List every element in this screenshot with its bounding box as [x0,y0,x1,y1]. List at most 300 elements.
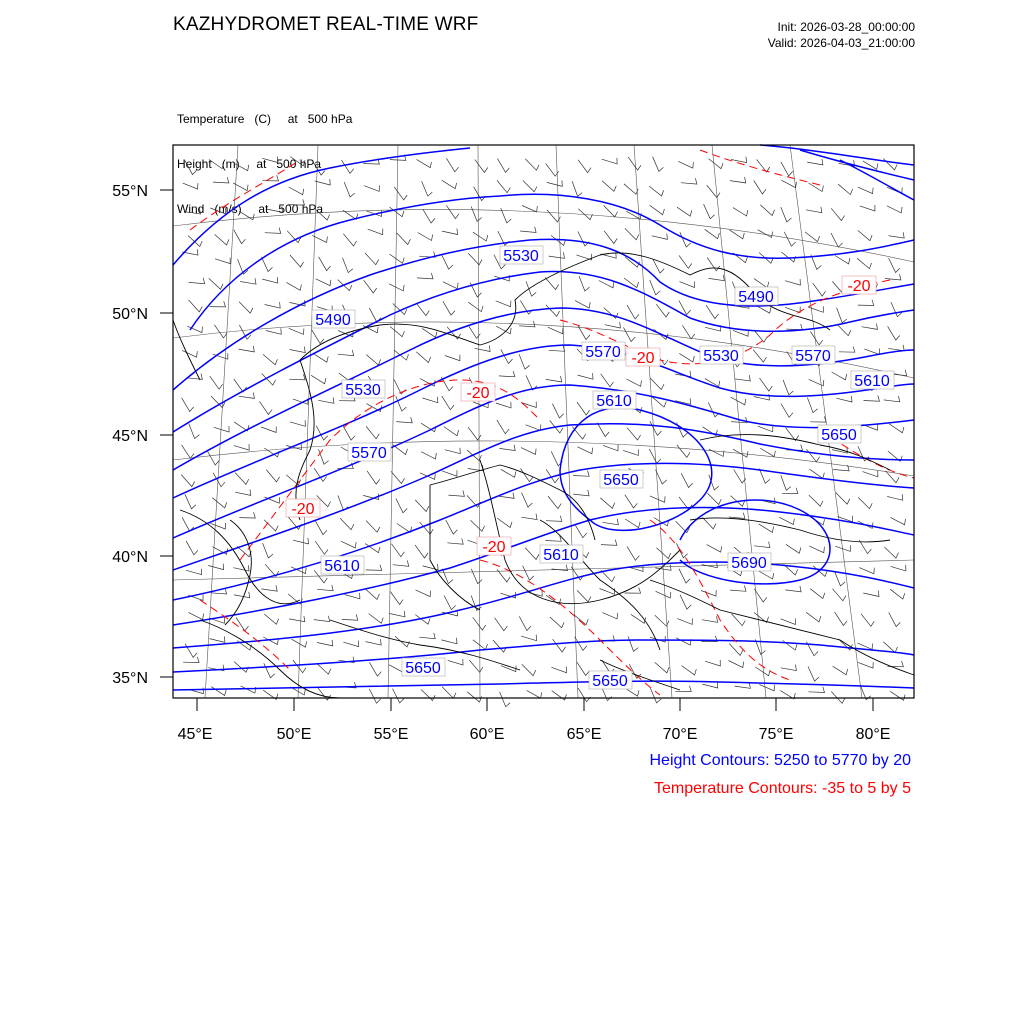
wind-barb [209,160,224,169]
wind-barb [809,495,823,506]
wind-barb [239,512,255,518]
wind-barb [627,305,639,319]
wind-barb [839,347,855,353]
wind-barb [603,445,618,451]
temp-label: -20 [291,501,315,518]
wind-barb [624,327,636,341]
wind-barb [578,373,593,379]
wind-barb [342,160,354,174]
wind-barb [473,640,488,650]
wind-barb [448,491,464,497]
wind-barb [858,300,874,306]
wind-barb [709,159,724,169]
wind-barb [366,404,381,412]
wind-barb [343,258,353,273]
wind-barb [731,157,747,163]
wind-barb [396,417,412,423]
wind-barb [649,186,664,196]
wind-barb [423,397,438,403]
wind-barb [652,233,668,239]
wind-barb [702,616,718,622]
wind-barb [290,347,306,353]
wind-barb [706,305,719,318]
wind-barb [233,565,249,571]
wind-barb [858,230,872,240]
wind-barb [182,398,194,412]
wind-barb [888,232,904,238]
wind-barb [473,232,488,241]
wind-barb [680,282,695,288]
wind-barb [810,331,822,345]
wind-barb [833,666,848,675]
wind-barb [369,662,381,676]
wind-barb [419,633,435,639]
wind-barb [602,613,617,619]
wind-barb [474,187,486,201]
wind-barb [415,545,428,558]
wind-barb [239,346,255,352]
height-label: 5570 [351,445,387,462]
height-label: 5650 [405,660,441,677]
wind-barb [527,690,542,698]
field-wind: Wind (m/s) at 500 hPa [177,202,324,216]
wind-barb [806,207,822,213]
wind-barb [234,163,249,171]
wind-barb [209,636,225,642]
wind-barb [681,473,693,487]
wind-barb [496,301,511,307]
wind-barb [522,664,536,675]
wind-barb [679,255,692,268]
wind-barb [547,180,563,186]
wind-barb [575,301,590,309]
wind-barb [397,233,411,245]
wind-barb [417,273,433,279]
height-legend: Height Contours: 5250 to 5770 by 20 [649,752,911,769]
wind-barb [810,416,826,422]
wind-barb [262,277,278,283]
wind-barb [338,350,354,356]
wind-barb [809,379,824,386]
wind-barb [753,350,766,362]
wind-barb [864,396,880,402]
wind-barb [286,282,301,290]
wind-barb [186,569,201,575]
wind-barb [781,252,796,262]
height-label: 5530 [703,348,739,365]
wind-barb [289,199,305,205]
wind-barb [781,207,792,222]
lon-label: 55°E [373,726,409,743]
wind-barb [521,635,536,641]
wind-barb [682,325,694,339]
wind-barb [807,159,823,165]
wind-barb [239,302,253,313]
wind-barb [468,253,482,265]
wind-barb [343,426,355,440]
wind-barb [241,686,256,693]
wind-barb [760,378,773,391]
lon-label: 60°E [469,726,505,743]
wind-barb [443,282,458,289]
wind-barb [313,161,325,175]
wind-barb [235,489,251,495]
wind-barb [546,376,562,382]
wind-barb [831,208,844,220]
wind-barb [215,258,230,264]
wind-barb [627,428,640,440]
height-label: 5690 [731,555,767,572]
wind-barb [604,205,618,217]
wind-barb [553,639,566,652]
wind-barb [781,665,797,671]
wind-barb [445,355,460,361]
wind-barb [423,209,435,223]
wind-barb [574,615,588,625]
wind-barb [809,546,824,553]
wind-barb [471,569,482,584]
wind-barb [624,184,638,195]
wind-barb [676,521,690,533]
lat-label: 35°N [112,670,148,687]
wind-barb [390,327,404,337]
wind-barb [366,521,380,533]
height-label: 5570 [795,348,831,365]
wind-barb [677,543,688,558]
wind-barb [707,493,721,504]
wind-barb [317,585,333,591]
temp-label: -20 [482,539,506,556]
wind-barb [572,181,582,196]
wind-barb [861,614,874,627]
lat-label: 50°N [112,306,148,323]
wind-barb [319,257,331,271]
wind-barb [573,490,589,496]
wind-barb [265,302,281,308]
wind-barb [368,229,383,235]
height-label: 5610 [324,558,360,575]
wind-barb [577,402,590,415]
wind-barb [422,181,433,196]
wind-barb [889,258,900,272]
wind-barb [369,614,384,624]
wind-barb [445,448,461,454]
wind-barb [214,325,227,338]
lat-label: 45°N [112,428,148,445]
height-label: 5650 [821,427,857,444]
wind-barb [497,180,510,192]
wind-barb [416,352,430,363]
wind-barb [806,612,821,622]
wind-barb [831,233,843,247]
wind-barb [887,206,902,213]
wind-barb [731,397,746,405]
wind-barb [807,398,817,413]
wind-barb [319,449,329,464]
wind-barb [655,662,669,673]
wind-barb [786,544,801,553]
wind-barb [548,327,563,334]
wind-barb [577,662,590,675]
wind-barb [367,471,380,484]
wind-barb [604,231,617,244]
wind-barb [471,520,485,531]
wind-barb [890,691,905,700]
wind-barb [759,685,774,691]
wind-barb [891,302,902,317]
map-title: KAZHYDROMET REAL-TIME WRF [173,14,479,35]
wind-barb [215,234,229,245]
wind-barb [467,692,481,702]
wind-barb [497,159,509,173]
wind-barb [185,208,201,214]
wind-barb [239,393,255,399]
wind-barb [393,689,404,703]
wind-barb [447,538,463,544]
wind-barb [863,591,879,597]
wind-barb [832,372,847,380]
wind-barb [471,207,482,222]
wind-barb [473,402,488,408]
wind-barb [858,497,872,508]
wind-barb [887,494,903,500]
wind-barb [781,162,793,176]
wind-barb [832,589,846,601]
wind-barb [707,545,722,553]
wind-barb [781,475,791,490]
wind-barb [389,284,404,291]
wind-barb [650,496,665,502]
wind-barb [443,301,455,315]
wind-barb [317,663,331,674]
wind-barb [885,274,901,280]
wind-barb [836,396,852,402]
wind-barb [785,279,800,285]
lon-label: 75°E [758,726,794,743]
wind-barb [707,185,720,198]
height-label: 5610 [596,393,632,410]
wind-barb [805,232,820,242]
graticule [173,145,914,698]
valid-time: Valid: 2026-04-03_21:00:00 [767,36,915,50]
wind-barb [265,228,281,234]
wind-barb [318,397,334,403]
wind-barb [289,374,305,380]
wind-barb [680,232,691,247]
wind-barb [650,688,661,703]
wind-barb [862,324,878,330]
wind-barb [263,543,273,558]
wind-barb [545,278,559,290]
wind-barb [448,659,463,665]
wind-barb [623,449,638,455]
wind-barb [650,205,665,214]
wind-barb [313,354,328,363]
height-label: 5610 [854,373,890,390]
wind-barb [813,283,826,296]
wind-barb [650,636,665,642]
height-label: 5650 [592,673,628,690]
wind-barb [393,561,409,567]
wind-barb [858,187,873,193]
init-time: Init: 2026-03-28_00:00:00 [777,20,915,34]
wind-barb [475,160,488,173]
wind-barb [523,181,537,192]
wind-barb [525,548,539,560]
wind-barb [650,421,662,435]
wind-barb [185,161,197,175]
wind-barb [188,612,203,619]
wind-barb [577,447,592,454]
wind-barb [813,566,827,577]
wind-barb [551,667,566,673]
wind-barb [369,689,380,703]
wind-barb [343,234,356,246]
wind-barb [705,660,720,666]
wind-barb [679,569,690,583]
wind-barb [837,308,847,323]
wind-barb [835,612,848,625]
wind-barb [526,424,541,430]
wind-barb [182,445,194,458]
wind-barb [441,638,457,644]
wind-barb [497,518,512,527]
field-temperature: Temperature (C) at 500 hPa [177,112,353,126]
height-contours [173,145,914,690]
lon-label: 70°E [662,726,698,743]
wind-barb [730,586,746,592]
wind-barb [210,376,223,389]
field-height: Height (m) at 500 hPa [177,157,322,171]
wind-barb [442,470,457,476]
wind-barb [600,498,614,509]
wind-barb [730,177,746,183]
wind-barb [189,278,205,284]
wind-barb [396,499,407,513]
height-label: 5650 [603,472,639,489]
wind-barb [808,306,823,312]
wind-barb [657,548,671,559]
wind-barb [293,538,309,544]
wind-barb [681,178,697,184]
wind-barb [786,324,802,330]
wind-barb [860,205,875,211]
wind-barb [858,662,873,668]
wind-barb [701,590,716,596]
wind-barb [186,541,198,555]
wind-barb [501,469,516,477]
wind-barb [781,619,796,625]
lon-label: 45°E [177,726,213,743]
wind-barb [785,307,800,313]
wind-barb [759,571,774,579]
wind-barb [235,473,249,485]
wind-barb [366,639,382,645]
wind-barb [208,564,223,570]
wind-barb [189,424,200,439]
wind-barb [889,613,901,627]
wind-barb [259,401,272,414]
wind-barb [575,637,587,651]
temp-label: -20 [466,385,490,402]
wind-barb [314,616,330,622]
wind-barb [546,516,562,522]
wind-barb [807,449,820,462]
wind-barb [625,495,638,508]
wind-barb [499,371,515,377]
wind-barb [446,520,458,534]
wind-barb [525,159,539,170]
wind-barb [605,322,621,328]
wind-barb [677,207,692,216]
wind-barb [678,161,693,168]
wind-barb [390,592,403,605]
lon-label: 50°E [276,726,312,743]
wind-barb [234,230,246,244]
wind-barb [783,380,793,395]
lat-label: 40°N [112,549,148,566]
lat-label: 55°N [112,183,148,200]
wind-barb [808,667,819,682]
wind-barb [650,280,661,295]
wind-barb [444,427,459,436]
wind-barb [835,256,850,264]
wind-barb [418,233,433,241]
wind-barb [729,513,745,519]
wind-barb [212,498,227,508]
wind-barb [213,177,229,183]
wind-barb [601,374,614,387]
wind-barb [263,354,277,364]
wind-barb [578,160,591,173]
wind-barbs [181,155,906,707]
height-label: 5570 [585,344,621,361]
height-label: 5530 [503,248,539,265]
wind-barb [626,379,641,386]
wind-barb [366,426,379,438]
wind-barb [705,229,720,238]
wind-barb [292,639,307,647]
wind-barb [602,158,617,164]
wind-barb [864,349,879,355]
wind-barb [708,402,719,417]
temperature-contours [190,150,914,695]
wind-barb [521,514,537,520]
wind-barb [182,350,197,357]
wind-barb [883,159,897,170]
wind-barb [523,566,534,581]
wind-barb [290,255,304,267]
wind-barb [442,687,456,699]
wind-barb [207,451,219,465]
wind-barb [519,354,530,369]
wind-barb [262,157,277,163]
wind-barb [526,281,536,296]
wind-barb [702,682,718,688]
wind-barb [392,544,405,557]
wind-barb [444,596,456,610]
wind-barb [754,181,766,195]
wind-barb [755,667,770,676]
wind-barb [183,183,198,189]
wind-barb [677,445,690,458]
wind-barb [520,227,536,233]
wind-barb [890,589,905,599]
wind-barb [577,590,591,602]
wind-barb [704,204,715,219]
temperature-legend: Temperature Contours: -35 to 5 by 5 [653,780,911,797]
wind-barb [838,184,852,194]
